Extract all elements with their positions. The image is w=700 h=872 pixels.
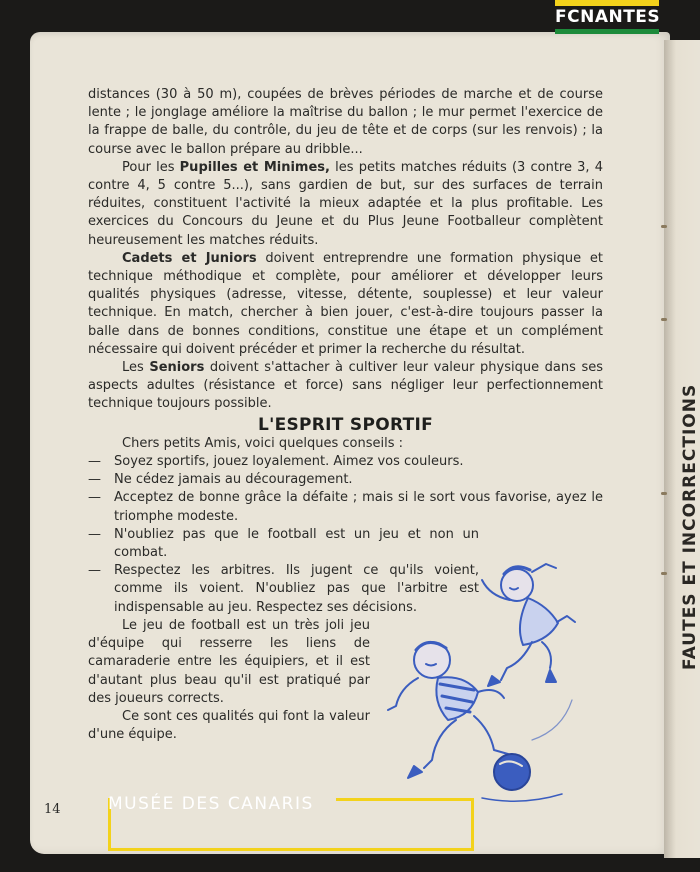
football-players-illustration	[382, 560, 632, 810]
paragraph-training: distances (30 à 50 m), coupées de brèves périodes de marche et de course lente ; le jonglage améliore la maîtrise du ballon ; le mur permet l'exercice de la frappe de balle, du contrôle, du jeu de tête et de corps (sur les renvois) ; la course avec le ballon prépare au dribble...	[88, 87, 603, 157]
page-number: 14	[44, 802, 61, 817]
museum-watermark: MUSÉE DES CANARIS	[108, 794, 314, 814]
advice-item: — Ne cédez jamais au découragement.	[88, 472, 353, 488]
paragraph-seniors: Les Seniors doivent s'attacher à cultiver leur valeur physique dans ses aspects adultes (résistance et force) sans négliger leur perfectionnement technique toujours possible.	[88, 360, 603, 412]
logo-text: FCNANTES	[555, 7, 661, 27]
advice-item: — N'oubliez pas que le football est un jeu et non un combat.	[88, 526, 479, 561]
paragraph-conclusion: Ce sont ces qualités qui font la valeur d'une équipe.	[88, 708, 370, 743]
paragraph-cadets: Cadets et Juniors doivent entreprendre une formation physique et technique méthodique et complète, pour améliorer et développer leurs qualités physiques (adresse, vitesse, détente, souplesse) et leur valeur technique. En match, chercher à bien jouer, c'est-à-dire toujours passer la balle dans de bonnes conditions, constitue une étape et un complément nécessaire qui doivent précéder et primer la recherche du résultat.	[88, 250, 603, 357]
advice-intro: Chers petits Amis, voici quelques conseils :	[122, 435, 403, 451]
fcnantes-logo	[548, 0, 660, 34]
advice-item: — Respectez les arbitres. Ils jugent ce qu'ils voient, comme ils voient. N'oubliez pas que l'arbitre est indispensable au jeu. Respectez ses décisions.	[88, 563, 479, 615]
paragraph-pupilles: Pour les Pupilles et Minimes, les petits matches réduits (3 contre 3, 4 contre 4, 5 contre 5...), sans gardien de but, sur des surfaces de terrain réduites, constituent l'activité la mieux adaptée et la plus profitable. Les exercices du Concours du Jeune et du Plus Jeune Footballeur complètent heureusement les matches réduits.	[88, 159, 604, 248]
section-heading: L'ESPRIT SPORTIF	[257, 414, 434, 435]
paragraph-team-game: Le jeu de football est un très joli jeu d'équipe qui resserre les liens de camaraderie entre les équipiers, et il est d'autant plus beau qu'il est pratiqué par des joueurs corrects.	[88, 617, 370, 706]
advice-item: — Soyez sportifs, jouez loyalement. Aimez vos couleurs.	[88, 454, 464, 470]
advice-item: — Acceptez de bonne grâce la défaite ; mais si le sort vous favorise, ayez le triomphe modeste.	[88, 490, 603, 524]
facing-page-title: FAUTES ET INCORRECTIONS	[680, 383, 700, 670]
